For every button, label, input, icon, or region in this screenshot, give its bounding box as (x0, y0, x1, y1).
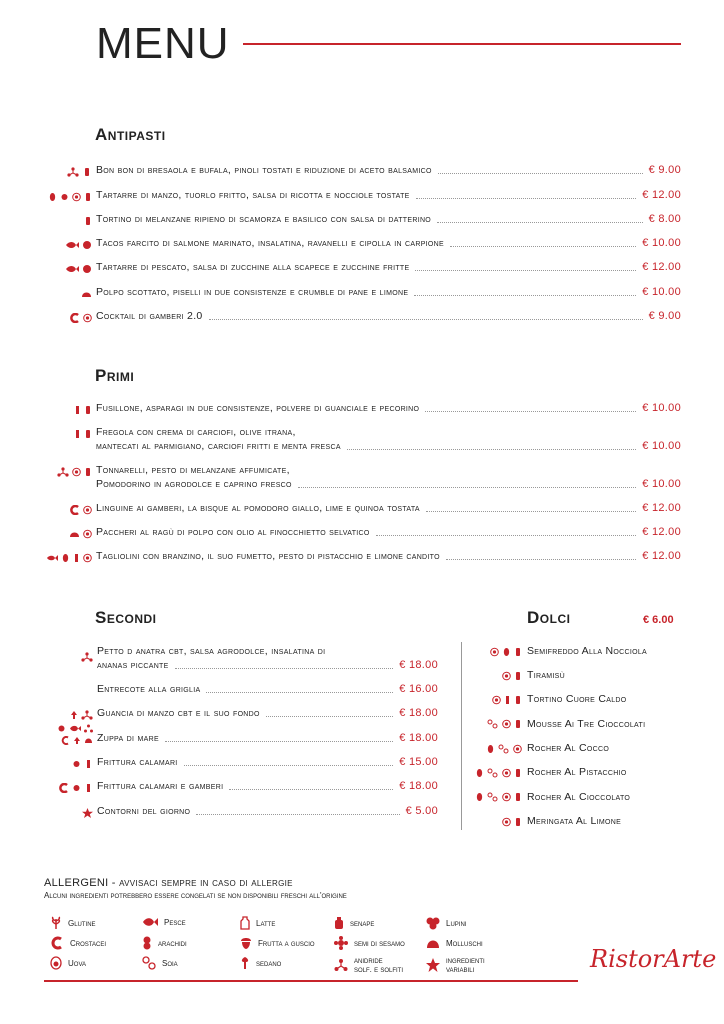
fish-icon (65, 240, 79, 250)
shrimp-icon (69, 313, 80, 323)
menu-item: Tortino di melanzane ripieno di scamorza e basilico con salsa di datterino € 8.00 (96, 212, 681, 226)
star-icon (426, 958, 440, 972)
legend-arachidi: arachidi (142, 936, 187, 950)
shrimp-icon (50, 936, 64, 950)
dessert-item: Meringata Al Limone (527, 815, 622, 827)
milk-icon (84, 467, 92, 477)
nut-icon (61, 553, 70, 563)
celery-icon (73, 736, 81, 745)
allergen-icons (482, 647, 522, 657)
milk-icon (514, 695, 522, 705)
menu-item: Frittura calamari e gamberi € 18.00 (97, 779, 438, 793)
legend-frutta-guscio: Frutta a guscio (240, 936, 315, 950)
allergen-icons (55, 723, 93, 745)
menu-item: Paccheri al ragù di polpo con olio al finocchietto selvatico € 12.00 (96, 525, 681, 539)
legend-latte: Latte (240, 916, 275, 930)
shell-icon (84, 736, 93, 745)
dessert-item: Tiramisù (527, 669, 565, 681)
egg-icon (72, 192, 81, 202)
shrimp-icon (69, 505, 80, 515)
wheat-icon (50, 916, 62, 930)
allergen-icons (75, 808, 93, 818)
menu-item: Frittura calamari € 15.00 (97, 755, 438, 769)
fish-icon (46, 553, 58, 563)
allergen-icons (478, 744, 522, 754)
menu-item: Polpo scottato, piselli in due consistenze e crumble di pane e limone € 10.00 (96, 285, 681, 299)
egg-icon (502, 817, 511, 827)
egg-icon (83, 505, 92, 515)
logo: RistorArte (590, 945, 717, 973)
legend-soia: Soia (142, 956, 178, 970)
sulphite-icon (57, 467, 69, 477)
peanut-icon (487, 792, 499, 802)
milk-icon (84, 429, 92, 439)
allergen-icons (490, 817, 522, 827)
allergen-icons (482, 695, 522, 705)
menu-item: Contorni del giorno € 5.00 (97, 804, 438, 818)
dessert-item: Mousse Ai Tre Cioccolati (527, 718, 646, 730)
milk-icon (84, 216, 92, 226)
allergen-icons (470, 792, 522, 802)
sesame-icon (72, 759, 81, 769)
nut-icon (240, 936, 252, 950)
star-icon (82, 808, 93, 818)
milk-icon (514, 671, 522, 681)
egg-icon (72, 467, 81, 477)
nut-icon (486, 744, 495, 754)
soy-icon (142, 956, 156, 970)
allergen-icons (65, 710, 93, 720)
menu-item: Zuppa di mare € 18.00 (97, 731, 438, 745)
allergen-icons (48, 505, 92, 515)
allergen-icons (48, 529, 92, 539)
milk-icon (514, 719, 522, 729)
legend-senape: senape (334, 916, 374, 930)
allergen-icons (65, 759, 93, 769)
menu-item: Tagliolini con branzino, il suo fumetto, pesto di pistacchio e limone candito € 12.00 (96, 549, 681, 563)
shrimp-icon (61, 736, 70, 745)
dessert-item: Rocher Al Pistacchio (527, 766, 627, 778)
sulphite-icon (81, 652, 93, 662)
menu-item: Guancia di manzo cbt e il suo fondo € 18.00 (97, 706, 438, 720)
egg-icon (83, 553, 92, 563)
dessert-item: Rocher Al Cioccolato (527, 791, 631, 803)
allergen-icons (48, 192, 92, 202)
legend-sedano: sedano (240, 956, 281, 970)
legend-lupini: Lupini (426, 916, 466, 930)
legend-variabili: ingredienti variabili (426, 956, 485, 974)
allergen-icons (482, 719, 522, 729)
nut-icon (475, 792, 484, 802)
egg-icon (502, 671, 511, 681)
peanut-icon (142, 936, 152, 950)
allergen-icons (482, 671, 522, 681)
legend-uova: Uova (50, 956, 86, 970)
legend-sesamo: semi di sesamo (334, 936, 405, 950)
menu-item-line1: Fregola con crema di carciofi, olive itrana, (96, 425, 681, 439)
wheat-icon (84, 759, 93, 769)
dessert-item: Semifreddo Alla Nocciola (527, 645, 648, 657)
nut-icon (502, 647, 511, 657)
celery-icon (74, 405, 81, 415)
celery-icon (74, 429, 81, 439)
menu-item: ananas piccante € 18.00 (97, 659, 438, 671)
section-dolci: Dolci (527, 608, 571, 627)
menu-item-line1: Tonnarelli, pesto di melanzane affumicate, (96, 463, 681, 477)
wheat-icon (82, 240, 92, 250)
dessert-item: Tortino Cuore Caldo (527, 693, 627, 705)
sulphite-icon (334, 958, 348, 972)
title-rule (243, 43, 681, 45)
allergen-icons (42, 553, 92, 563)
nut-icon (48, 192, 57, 202)
allergen-icons (48, 313, 92, 323)
menu-item: Pomodorino in agrodolce e caprino fresco € 10.00 (96, 478, 681, 490)
egg-icon (50, 956, 62, 970)
allergen-icons (48, 240, 92, 250)
egg-icon (492, 695, 501, 705)
sesame-icon (57, 724, 66, 733)
sesame-icon (334, 936, 348, 950)
peanut-icon (487, 719, 499, 729)
peanut-icon (487, 768, 499, 778)
sulphite-icon (67, 167, 79, 177)
celery-icon (240, 956, 250, 970)
legend-pesce: Pesce (142, 916, 186, 928)
allergen-icons (48, 289, 92, 299)
legend-crostacei: Crostacei (50, 936, 106, 950)
milk-icon (82, 167, 92, 177)
egg-icon (513, 744, 522, 754)
egg-icon (502, 768, 511, 778)
allergen-icons (470, 768, 522, 778)
celery-icon (73, 553, 80, 563)
allergen-heading: ALLERGENI - avvisaci sempre in caso di allergie (44, 877, 293, 889)
milk-icon (514, 817, 522, 827)
allergen-icons (48, 264, 92, 274)
egg-icon (83, 313, 92, 323)
shell-icon (426, 936, 440, 950)
section-primi: Primi (95, 366, 135, 385)
menu-item: mantecati al parmigiano, carciofi fritti e menta fresca € 10.00 (96, 440, 681, 452)
page-title: MENU (96, 19, 230, 68)
menu-item: Tartarre di pescato, salsa di zucchine alla scapece e zucchine fritte € 12.00 (96, 260, 681, 274)
menu-item: Tartarre di manzo, tuorlo fritto, salsa di ricotta e nocciole tostate € 12.00 (96, 188, 681, 202)
shell-icon (81, 289, 92, 299)
allergen-icons (48, 167, 92, 177)
milk-icon (514, 647, 522, 657)
allergen-subtitle: Alcuni ingredienti potrebbero essere congelati se non disponibili freschi all'origine (44, 891, 347, 900)
nut-icon (475, 768, 484, 778)
milk-icon (514, 768, 522, 778)
menu-item: Bon bon di bresaola e bufala, pinoli tostati e riduzione di aceto balsamico € 9.00 (96, 163, 681, 177)
sesame-icon (72, 783, 81, 793)
menu-item: Entrecote alla griglia € 16.00 (97, 683, 438, 695)
milk-icon (240, 916, 250, 930)
section-secondi: Secondi (95, 608, 157, 627)
celery-icon (504, 695, 511, 705)
fish-icon (142, 916, 158, 928)
shell-icon (69, 529, 80, 539)
menu-item-line1: Petto d anatra cbt, salsa agrodolce, insalatina di (97, 644, 438, 658)
column-divider (461, 642, 462, 830)
egg-icon (83, 529, 92, 539)
egg-icon (490, 647, 499, 657)
peanut-icon (498, 744, 510, 754)
legend-solfiti: anidride solf. e solfiti (334, 956, 403, 974)
egg-icon (502, 719, 511, 729)
fish-icon (69, 724, 81, 733)
menu-item: Fusillone, asparagi in due consistenze, polvere di guanciale e pecorino € 10.00 (96, 401, 681, 415)
shrimp-icon (59, 783, 69, 793)
allergen-icons (69, 652, 93, 662)
sulphite-icon (84, 724, 93, 733)
menu-item: Linguine ai gamberi, la bisque al pomodoro giallo, lime e quinoa tostata € 12.00 (96, 501, 681, 515)
legend-molluschi: Molluschi (426, 936, 483, 950)
dessert-item: Rocher Al Cocco (527, 742, 610, 754)
lupin-icon (426, 916, 440, 930)
menu-item: Tacos farcito di salmone marinato, insalatina, ravanelli e cipolla in carpione € 10.00 (96, 236, 681, 250)
sesame-icon (60, 192, 69, 202)
milk-icon (84, 192, 92, 202)
milk-icon (84, 405, 92, 415)
sulphite-icon (81, 710, 93, 720)
fish-icon (65, 264, 79, 274)
allergen-icons (55, 783, 93, 793)
legend-glutine: Glutine (50, 916, 96, 930)
celery-icon (70, 710, 78, 720)
allergen-icons (48, 467, 92, 477)
footer-rule (44, 980, 578, 982)
allergen-icons (48, 216, 92, 226)
menu-item: Cocktail di gamberi 2.0 € 9.00 (96, 309, 681, 323)
milk-icon (514, 792, 522, 802)
mustard-icon (334, 916, 344, 930)
wheat-icon (84, 783, 93, 793)
allergen-icons (48, 429, 92, 439)
egg-icon (502, 792, 511, 802)
allergen-icons (48, 405, 92, 415)
wheat-icon (82, 264, 92, 274)
dolci-price: € 6.00 (643, 614, 674, 626)
section-antipasti: Antipasti (95, 125, 166, 144)
